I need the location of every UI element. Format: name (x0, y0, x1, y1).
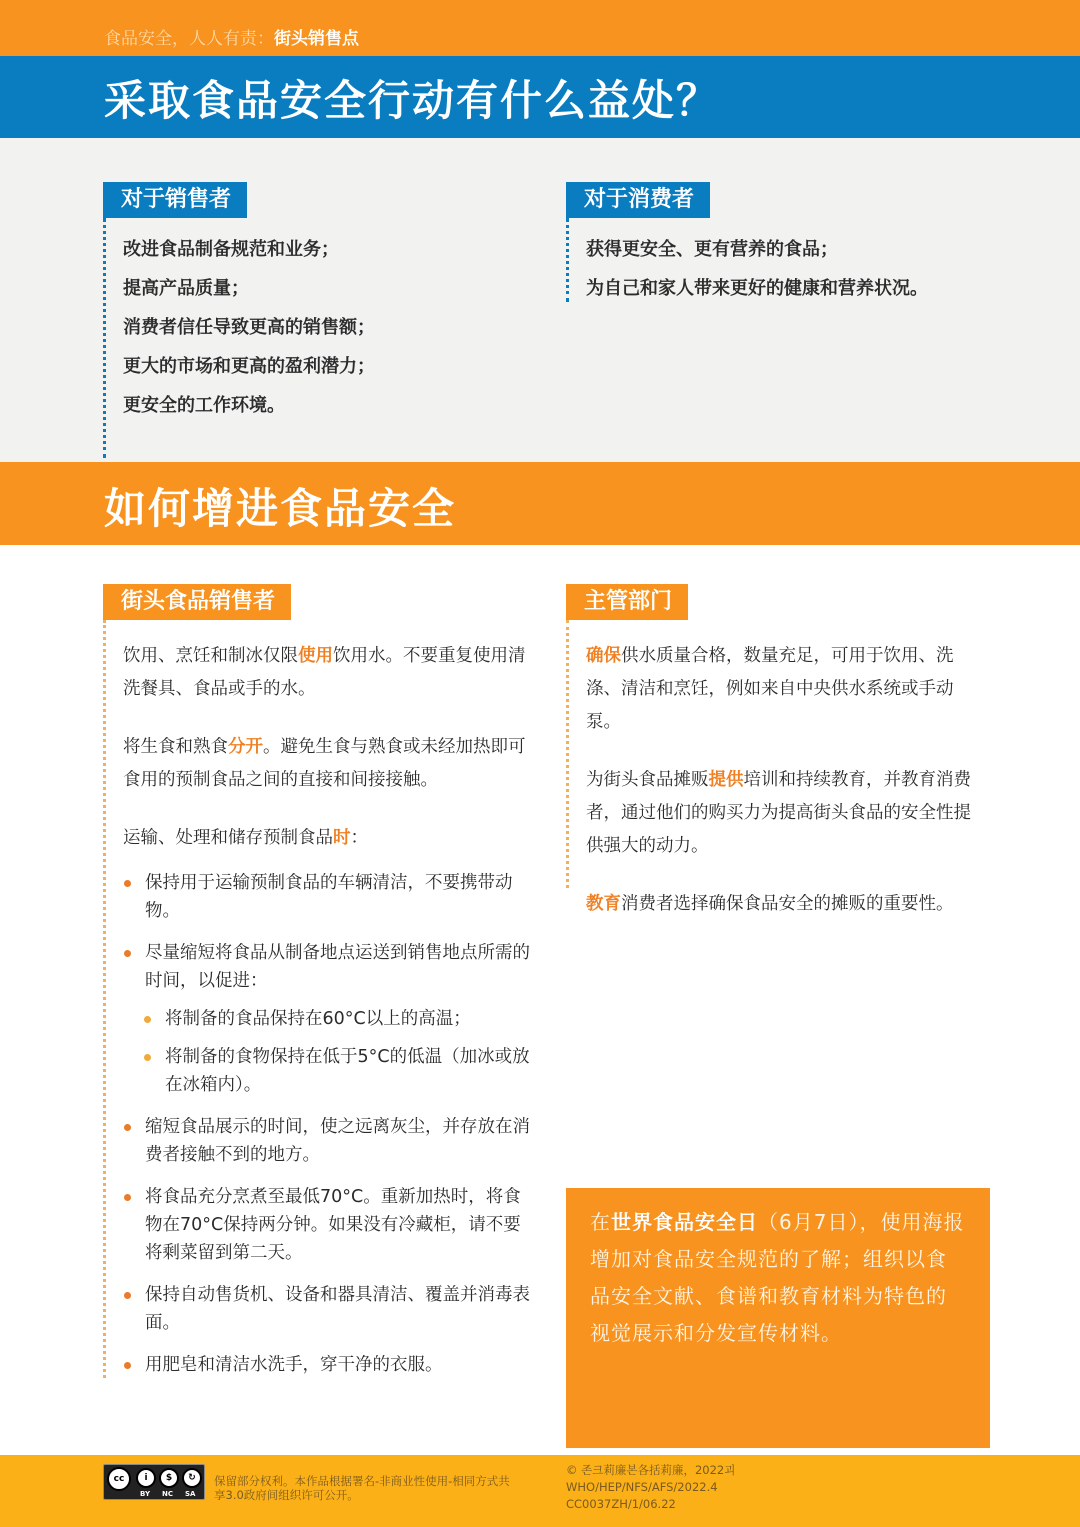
list-item: 更大的市场和更高的盈利潜力； (123, 356, 375, 377)
highlight-word: 时 (333, 828, 351, 848)
copyright-line: © 존크莉廉본各括莉廉，2022괴 (566, 1463, 736, 1477)
highlight-word: 使用 (298, 646, 333, 666)
text: ： (350, 828, 368, 848)
authorities-tag: 主管部门 (566, 584, 688, 620)
list-item: 为自己和家人带来更好的健康和营养状况。 (586, 278, 928, 299)
cc-label: BY (140, 1490, 151, 1498)
dotted-rule (566, 620, 569, 888)
noncommercial-icon: $ (159, 1468, 179, 1488)
subtitle-bold: 街头销售点 (274, 29, 359, 49)
document-ref: WHO/HEP/NFS/AFS/2022.4 (566, 1480, 718, 1494)
subtitle-prefix: 食品安全，人人有责： (104, 29, 274, 49)
cc-icon: cc (107, 1467, 131, 1491)
cc-label: NC (162, 1490, 173, 1498)
text: 在 (590, 1210, 611, 1234)
list-item: 更安全的工作环境。 (123, 395, 285, 416)
text: 饮用、烹饪和制冰仅限 (123, 646, 298, 666)
list-item: 将食品充分烹煮至最低70°C。重新加热时，将食物在70°C保持两分钟。如果没有冷藏柜，请不要将剩菜留到第二天。 (123, 1183, 533, 1267)
cc-license-badge (103, 1464, 205, 1500)
list-item: 保持用于运输预制食品的车辆清洁，不要携带动物。 (123, 869, 533, 925)
text: 供水质量合格，数量充足，可用于饮用、洗涤、清洁和烹饪，例如来自中央供水系统或手动泵。 (586, 646, 954, 732)
authority-paragraph-water (586, 640, 986, 739)
dotted-rule (566, 218, 569, 302)
highlight-word: 提供 (708, 770, 744, 790)
benefits-section (0, 138, 1080, 462)
sharealike-icon: ↻ (182, 1468, 202, 1488)
transport-bullets (123, 869, 533, 995)
list-item: 改进食品制备规范和业务； (123, 239, 339, 260)
dotted-rule (103, 218, 106, 458)
highlight-word: 确保 (586, 646, 621, 666)
list-item: 缩短食品展示的时间，使之远离灰尘，并存放在消费者接触不到的地方。 (123, 1113, 533, 1169)
text: 。避免生食与熟食或未经加热即可食用的预制食品之间的直接和间接接触。 (123, 737, 526, 790)
list-item: 获得更安全、更有营养的食品； (586, 239, 838, 260)
list-item: 将制备的食物保持在低于5°C的低温（加冰或放在冰箱内）。 (143, 1043, 533, 1099)
cc-label: SA (185, 1490, 196, 1498)
how-to-banner (0, 462, 1080, 545)
reference-block (566, 1462, 735, 1513)
benefits-banner (0, 56, 1080, 138)
highlight-word: 教育 (586, 894, 621, 914)
temperature-sub-bullets (143, 1005, 533, 1099)
text: 为街头食品摊贩 (586, 770, 709, 790)
document-code: CC0037ZH/1/06.22 (566, 1497, 676, 1511)
consumers-benefits (566, 182, 928, 308)
authorities-column (566, 584, 986, 921)
vendor-paragraph-separate (123, 731, 533, 797)
highlight-word: 分开 (228, 737, 263, 757)
vendors-benefit-list (123, 230, 375, 425)
text: （6月7日），使用海报增加对食品安全规范的了解；组织以食品安全文献、食谱和教育材料为特色的视觉展示和分发宣传材料。 (590, 1210, 965, 1345)
list-item: 提高产品质量； (123, 278, 249, 299)
handling-bullets (123, 1113, 533, 1379)
consumers-tag: 对于消费者 (566, 182, 710, 218)
list-item: 用肥皂和清洁水洗手，穿干净的衣服。 (123, 1351, 533, 1379)
page-title: 采取食品安全行动有什么益处？ (104, 76, 721, 125)
top-strip (0, 0, 1080, 56)
consumers-benefit-list (586, 230, 928, 308)
text: 饮用水。不要重复使用清洗餐具、食品或手的水。 (123, 646, 526, 699)
vendor-paragraph-transport (123, 822, 533, 855)
list-item: 保持自动售货机、设备和器具清洁、覆盖并消毒表面。 (123, 1281, 533, 1337)
attribution-icon: i (136, 1468, 156, 1488)
vendor-paragraph-water (123, 640, 533, 706)
text: 运输、处理和储存预制食品 (123, 828, 333, 848)
street-vendors-column (103, 584, 533, 1393)
list-item: 将制备的食品保持在60°C以上的高温； (143, 1005, 533, 1033)
callout-text (590, 1204, 966, 1352)
vendors-tag: 对于销售者 (103, 182, 247, 218)
text: 消费者选择确保食品安全的摊贩的重要性。 (621, 894, 954, 914)
authority-paragraph-training (586, 764, 986, 863)
footer (0, 1455, 1080, 1527)
dotted-rule (103, 620, 106, 1378)
series-subtitle (104, 24, 359, 49)
world-food-safety-day-callout (566, 1188, 990, 1448)
license-text: 保留部分权利。本作品根据署名-非商业性使用-相同方式共享3.0政府间组织许可公开。 (214, 1474, 510, 1502)
list-item: 消费者信任导致更高的销售额； (123, 317, 375, 338)
authority-paragraph-educate (586, 888, 986, 921)
street-vendors-tag: 街头食品销售者 (103, 584, 291, 620)
list-item: 尽量缩短将食品从制备地点运送到销售地点所需的时间，以促进： (123, 939, 533, 995)
callout-bold: 世界食品安全日 (611, 1210, 758, 1234)
text: 培训和持续教育，并教育消费者，通过他们的购买力为提高街头食品的安全性提供强大的动力。 (586, 770, 971, 856)
vendors-benefits (103, 182, 375, 425)
text: 将生食和熟食 (123, 737, 228, 757)
section-title: 如何增进食品安全 (104, 484, 457, 533)
